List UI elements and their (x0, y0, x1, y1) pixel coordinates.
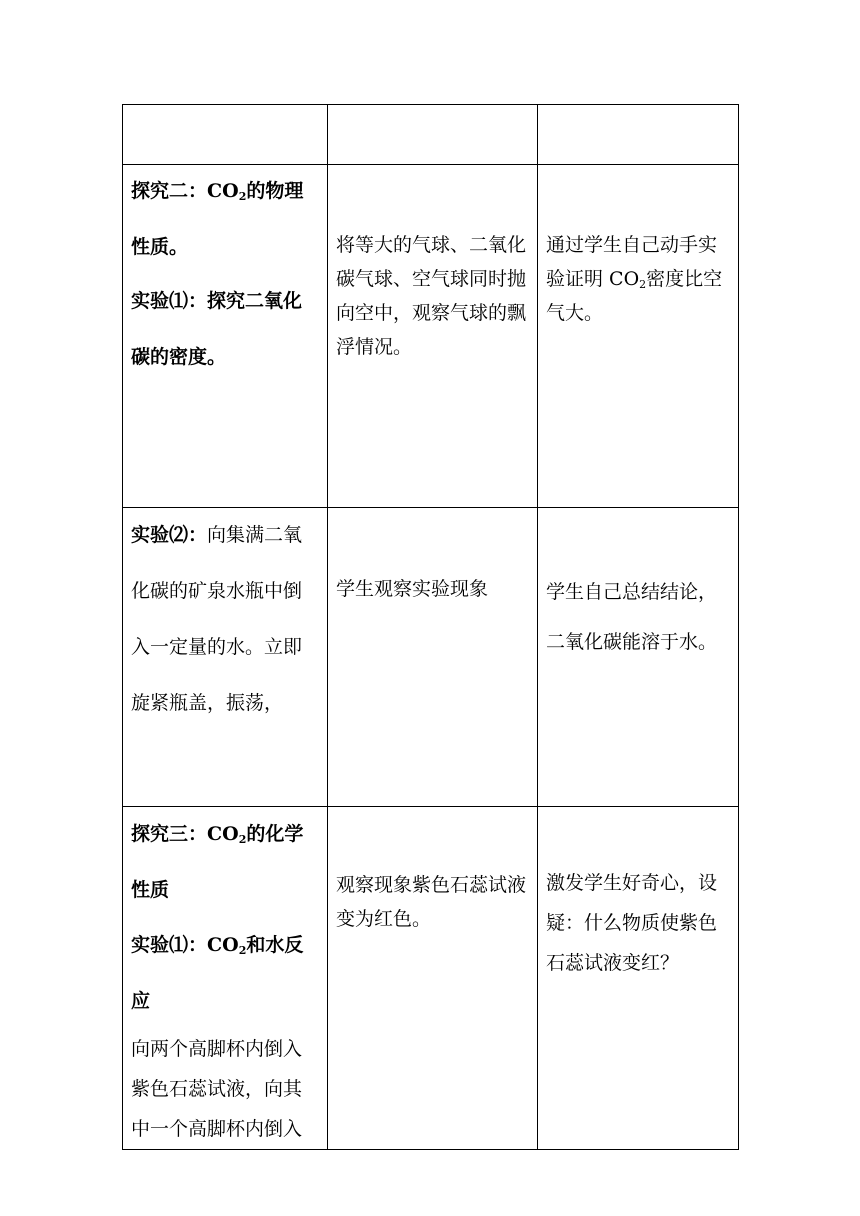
cell-intent (538, 508, 739, 807)
intent-text: 学生自己总结结论，二氧化碳能溶于水。 (546, 581, 718, 653)
activity-text: 观察现象紫色石蕊试液变为红色。 (336, 874, 527, 930)
cell-intent (538, 807, 739, 1150)
cell-intent (538, 105, 739, 165)
activity-text: 将等大的气球、二氧化碳气球、空气球同时抛向空中，观察气球的飘浮情况。 (336, 234, 527, 358)
step-description: 向两个高脚杯内倒入紫色石蕊试液，向其中一个高脚杯内倒入 (131, 1038, 303, 1140)
step-experiment: 实验⑴：$CO_2$和水反应 (131, 934, 304, 1012)
table-row (123, 508, 739, 807)
cell-activity (328, 807, 538, 1150)
cell-activity (328, 105, 538, 165)
activity-text: 学生观察实验现象 (336, 578, 489, 600)
cell-step (123, 105, 328, 165)
intent-text: 激发学生好奇心，设疑：什么物质使紫色石蕊试液变红？ (546, 872, 718, 974)
cell-activity (328, 508, 538, 807)
step-title: 探究三：$CO_2$的化学性质 (131, 823, 304, 901)
table-row (123, 807, 739, 1150)
table-row (123, 165, 739, 508)
intent-text: 通过学生自己动手实验证明 $CO_2$密度比空气大。 (546, 234, 723, 324)
cell-step (123, 165, 328, 508)
cell-step (123, 508, 328, 807)
step-experiment: 实验⑵：向集满二氧化碳的矿泉水瓶中倒入一定量的水。立即旋紧瓶盖，振荡， (131, 524, 303, 714)
table-row (123, 105, 739, 165)
cell-activity (328, 165, 538, 508)
step-title: 探究二：$CO_2$的物理性质。 (131, 180, 304, 258)
cell-step (123, 807, 328, 1150)
cell-intent (538, 165, 739, 508)
step-experiment: 实验⑴：探究二氧化碳的密度。 (131, 290, 303, 368)
lesson-table (122, 104, 739, 1150)
